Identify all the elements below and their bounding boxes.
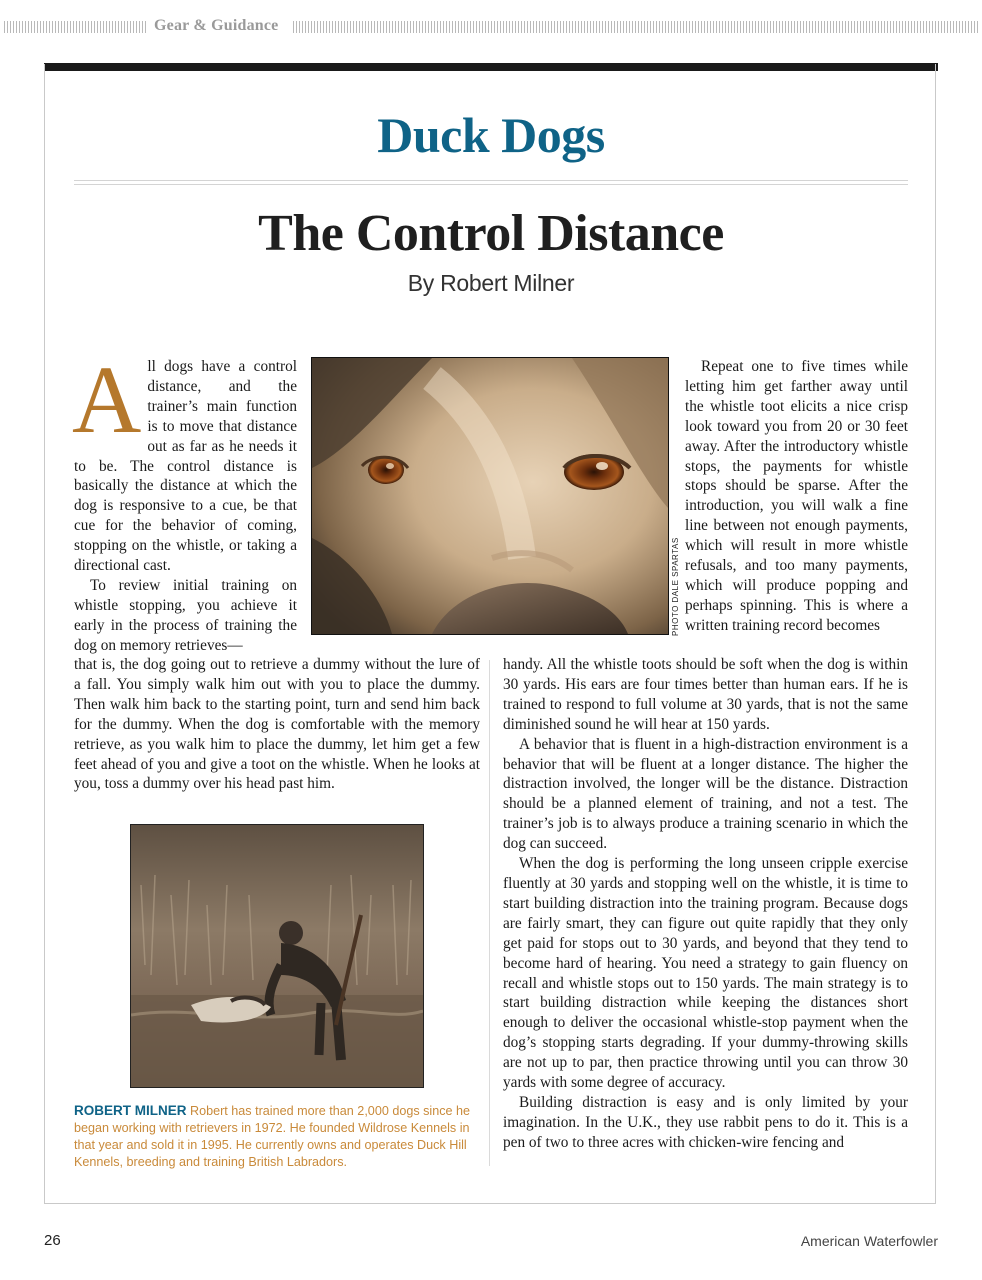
page-number: 26 [44,1232,61,1249]
heading-divider [74,180,908,185]
whistle-review-text: To review initial training on whistle stopping, you achieve it early in the process of training the dog on memory retrieves— [74,576,297,654]
author-bio [74,1102,480,1171]
dog-closeup-photo [311,357,669,635]
intro-text: ll dogs have a control distance, and the trainer’s main function is to move that distance out as far as he needs it to be. The control distance is basically the distance at which the dog is responsive to a cue, be that cue for the behavior of coming, stopping on the whistle, or taking a directional cast. [74,358,297,575]
repeat-text: Repeat one to five times while letting him get farther away until the whistle toot elicits a nice crisp look toward you from 20 or 30 feet away. After the introductory whistle stops, the payments for whistle stops should be sparse. After the introduction, you will walk a fine line between not enough payments, which will result in more whistle refusals, and too many payments, which will produce popping and perhaps spinning. This is where a written training record becomes [685,358,908,634]
left-column-bottom [74,655,480,794]
hunter-with-dog-photo [130,824,424,1088]
marsh-hunter-illustration [131,825,423,1087]
distraction-text: A behavior that is fluent in a high-distraction environment is a behavior that will be fluent at a longer distance. The higher the distraction involved, the longer will be the distance. Distraction should be a planned element of training, and not a test. The trainer’s job is to always produce a training scenario in which the dog can succeed. [503,735,908,853]
department-heading: Duck Dogs [377,107,605,163]
right-column-top [685,357,908,636]
article-title: The Control Distance [258,205,724,262]
byline: By Robert Milner [407,270,575,296]
left-column-top [72,346,297,656]
whistle-volume-text: handy. All the whistle toots should be soft when the dog is within 30 yards. His ears are four times better than human ears. If he is trained to respond to full volume at 30 yards, that is not the same diminished sound he will hear at 150 yards. [503,656,908,733]
cripple-exercise-text: When the dog is performing the long unseen cripple exercise fluently at 30 yards and stopping well on the whistle, it is time to start building distraction into the training program. Because dogs are fairly smart, they can figure out quite rapidly that they only get paid for stops out to 30 yards, and beyond that they tend to become hard of hearing. You need a strategy to gain fluency on recall and whistle stops out to 150 yards. The main strategy is to start building distraction while keeping the distances short enough to deliver the occasional whistle-stop payment when the dog’s stopping starts degrading. If your dummy-throwing skills are not up to par, then practice throwing until you can throw 30 yards with some degree of accuracy. [503,855,908,1092]
bio-name: ROBERT MILNER [74,1103,187,1118]
right-column-bottom [503,655,908,1153]
drop-cap: A [72,346,142,453]
photo-credit [671,537,683,636]
labrador-face-illustration [312,358,668,634]
publication-name: American Waterfowler [800,1233,938,1249]
bio-text: Robert has trained more than 2,000 dogs since he began working with retrievers in 1972. He founded Wildrose Kennels in that year and sold it in 1995. He currently owns and operates Duck Hill Kennels, breeding and training British Labradors. [74,1104,471,1169]
memory-retrieve-text: that is, the dog going out to retrieve a dummy without the lure of a fall. You simply walk him out with you to place the dummy. Then walk him back to the starting point, turn and send him back for the dummy. When the dog is comfortable with the memory retrieve, as you walk him to place the dummy, let him get a few feet ahead of you and give a toot on the whistle. When he looks at you, toss a dummy over his head past him. [74,656,480,793]
header-hatch-right [293,21,980,33]
header-hatch-left [4,21,148,33]
column-divider [489,660,490,1166]
building-distraction-text: Building distraction is easy and is only limited by your imagination. In the U.K., they use rabbit pens to do it. This is a pen of two to three acres with chicken-wire fencing and [503,1093,908,1151]
photo-credit-text: PHOTO DALE SPARTAS [671,537,680,636]
section-label: Gear & Guidance [154,17,279,34]
section-header [0,14,982,40]
